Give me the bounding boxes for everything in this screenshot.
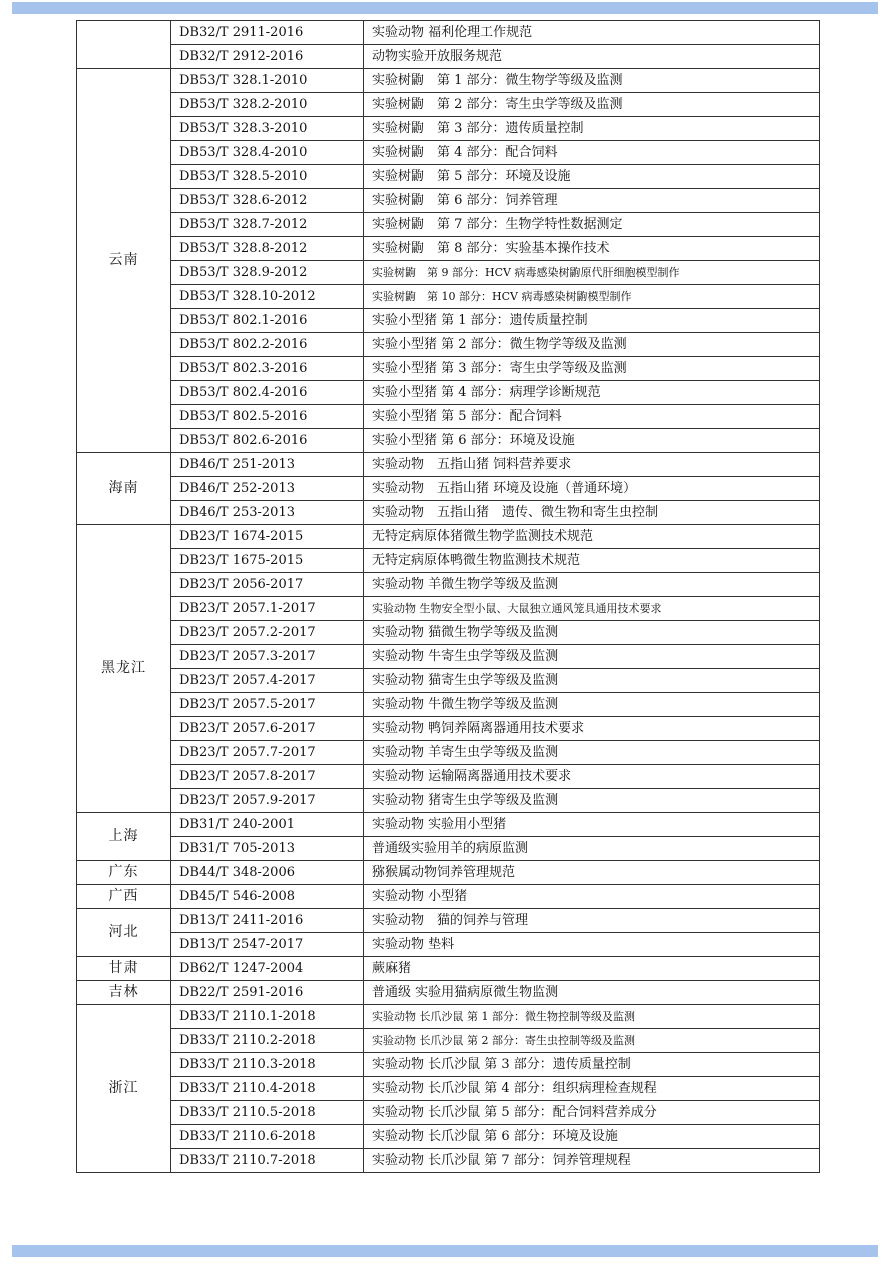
table-row [77,837,820,861]
standard-title-cell: 实验动物 长爪沙鼠 第 6 部分：环境及设施 [364,1125,820,1149]
standard-title-cell: 实验动物 猫的饲养与管理 [364,909,820,933]
table-row [77,981,820,1005]
standard-code-cell: DB32/T 2911-2016 [171,21,364,45]
standard-title-cell: 实验动物 牛微生物学等级及监测 [364,693,820,717]
table-row [77,453,820,477]
standard-title-cell: 实验动物 五指山猪 环境及设施（普通环境） [364,477,820,501]
standard-code-cell: DB33/T 2110.4-2018 [171,1077,364,1101]
province-cell: 浙江 [77,1005,171,1173]
table-row [77,1149,820,1173]
standard-title-cell: 蕨麻猪 [364,957,820,981]
province-cell: 广西 [77,885,171,909]
standard-code-cell: DB23/T 2057.8-2017 [171,765,364,789]
table-row [77,117,820,141]
standard-code-cell: DB23/T 2057.7-2017 [171,741,364,765]
table-row [77,1077,820,1101]
standard-title-cell: 实验动物 长爪沙鼠 第 4 部分：组织病理检查规程 [364,1077,820,1101]
table-row [77,813,820,837]
standard-title-cell: 实验动物 长爪沙鼠 第 7 部分：饲养管理规程 [364,1149,820,1173]
standard-title-cell: 实验动物 小型猪 [364,885,820,909]
standard-code-cell: DB53/T 328.9-2012 [171,261,364,285]
table-row [77,909,820,933]
table-row [77,45,820,69]
standard-code-cell: DB31/T 240-2001 [171,813,364,837]
standard-code-cell: DB53/T 328.5-2010 [171,165,364,189]
standard-title-cell: 实验小型猪 第 2 部分：微生物学等级及监测 [364,333,820,357]
table-row [77,381,820,405]
province-cell: 上海 [77,813,171,861]
standard-title-cell: 实验动物 鸭饲养隔离器通用技术要求 [364,717,820,741]
standard-code-cell: DB23/T 1674-2015 [171,525,364,549]
standard-title-cell: 实验树鼩 第 5 部分：环境及设施 [364,165,820,189]
header-band [12,2,878,14]
table-row [77,1053,820,1077]
standard-code-cell: DB33/T 2110.7-2018 [171,1149,364,1173]
table-row [77,477,820,501]
footer-band [12,1245,878,1257]
standard-code-cell: DB53/T 328.3-2010 [171,117,364,141]
standard-code-cell: DB53/T 328.1-2010 [171,69,364,93]
province-cell: 甘肃 [77,957,171,981]
standard-title-cell: 普通级 实验用猫病原微生物监测 [364,981,820,1005]
table-row [77,573,820,597]
table-row [77,1029,820,1053]
table-row [77,597,820,621]
table-row [77,237,820,261]
standard-code-cell: DB33/T 2110.2-2018 [171,1029,364,1053]
table-row [77,621,820,645]
table-row [77,21,820,45]
standards-table-body [77,21,820,1173]
standard-title-cell: 实验动物 猫微生物学等级及监测 [364,621,820,645]
standard-title-cell: 实验动物 长爪沙鼠 第 1 部分：微生物控制等级及监测 [364,1005,820,1029]
standard-code-cell: DB23/T 2057.6-2017 [171,717,364,741]
standard-code-cell: DB53/T 802.1-2016 [171,309,364,333]
standard-title-cell: 实验小型猪 第 6 部分：环境及设施 [364,429,820,453]
standard-title-cell: 实验树鼩 第 7 部分：生物学特性数据测定 [364,213,820,237]
table-row [77,957,820,981]
table-row [77,501,820,525]
standard-title-cell: 实验动物 垫料 [364,933,820,957]
standard-title-cell: 实验小型猪 第 5 部分：配合饲料 [364,405,820,429]
standard-code-cell: DB62/T 1247-2004 [171,957,364,981]
standard-code-cell: DB53/T 802.5-2016 [171,405,364,429]
table-row [77,765,820,789]
standard-code-cell: DB46/T 251-2013 [171,453,364,477]
standard-code-cell: DB33/T 2110.3-2018 [171,1053,364,1077]
standard-code-cell: DB33/T 2110.6-2018 [171,1125,364,1149]
standard-code-cell: DB23/T 2057.3-2017 [171,645,364,669]
standard-title-cell: 实验动物 五指山猪 遗传、微生物和寄生虫控制 [364,501,820,525]
province-cell: 海南 [77,453,171,525]
standard-code-cell: DB23/T 2057.9-2017 [171,789,364,813]
table-row [77,309,820,333]
table-row [77,1005,820,1029]
standard-code-cell: DB53/T 328.6-2012 [171,189,364,213]
standard-title-cell: 实验小型猪 第 1 部分：遗传质量控制 [364,309,820,333]
table-row [77,933,820,957]
standard-title-cell: 实验动物 实验用小型猪 [364,813,820,837]
table-row [77,429,820,453]
table-row [77,285,820,309]
standard-code-cell: DB53/T 802.6-2016 [171,429,364,453]
standard-title-cell: 普通级实验用羊的病原监测 [364,837,820,861]
table-row [77,645,820,669]
standard-code-cell: DB23/T 2057.2-2017 [171,621,364,645]
standard-title-cell: 无特定病原体鸭微生物监测技术规范 [364,549,820,573]
standard-title-cell: 实验动物 长爪沙鼠 第 3 部分：遗传质量控制 [364,1053,820,1077]
standard-title-cell: 实验动物 运输隔离器通用技术要求 [364,765,820,789]
table-row [77,189,820,213]
province-cell [77,21,171,69]
province-cell: 河北 [77,909,171,957]
standard-title-cell: 实验树鼩 第 10 部分：HCV 病毒感染树鼩模型制作 [364,285,820,309]
standard-title-cell: 实验动物 福利伦理工作规范 [364,21,820,45]
table-row [77,405,820,429]
standard-title-cell: 实验树鼩 第 2 部分：寄生虫学等级及监测 [364,93,820,117]
standard-title-cell: 实验树鼩 第 3 部分：遗传质量控制 [364,117,820,141]
table-row [77,93,820,117]
table-row [77,1101,820,1125]
standard-code-cell: DB53/T 328.8-2012 [171,237,364,261]
province-cell: 黑龙江 [77,525,171,813]
table-row [77,165,820,189]
standard-title-cell: 实验动物 猫寄生虫学等级及监测 [364,669,820,693]
table-row [77,885,820,909]
standard-title-cell: 实验动物 羊寄生虫学等级及监测 [364,741,820,765]
standard-title-cell: 猕猴属动物饲养管理规范 [364,861,820,885]
standard-code-cell: DB13/T 2547-2017 [171,933,364,957]
standard-code-cell: DB22/T 2591-2016 [171,981,364,1005]
standard-code-cell: DB53/T 328.7-2012 [171,213,364,237]
table-row [77,357,820,381]
standard-code-cell: DB53/T 328.4-2010 [171,141,364,165]
standard-title-cell: 实验动物 五指山猪 饲料营养要求 [364,453,820,477]
table-row [77,549,820,573]
standard-title-cell: 实验树鼩 第 1 部分：微生物学等级及监测 [364,69,820,93]
table-row [77,69,820,93]
standard-title-cell: 动物实验开放服务规范 [364,45,820,69]
table-row [77,525,820,549]
standard-title-cell: 实验动物 生物安全型小鼠、大鼠独立通风笼具通用技术要求 [364,597,820,621]
standard-title-cell: 实验树鼩 第 6 部分：饲养管理 [364,189,820,213]
province-cell: 吉林 [77,981,171,1005]
standards-table [76,20,820,1173]
standard-code-cell: DB46/T 253-2013 [171,501,364,525]
table-row [77,861,820,885]
standard-title-cell: 实验小型猪 第 4 部分：病理学诊断规范 [364,381,820,405]
standard-title-cell: 实验小型猪 第 3 部分：寄生虫学等级及监测 [364,357,820,381]
table-row [77,693,820,717]
standard-code-cell: DB33/T 2110.1-2018 [171,1005,364,1029]
table-row [77,213,820,237]
standard-code-cell: DB23/T 2057.5-2017 [171,693,364,717]
standard-code-cell: DB53/T 328.10-2012 [171,285,364,309]
standard-code-cell: DB53/T 328.2-2010 [171,93,364,117]
standard-title-cell: 实验动物 长爪沙鼠 第 2 部分：寄生虫控制等级及监测 [364,1029,820,1053]
table-row [77,669,820,693]
standard-title-cell: 实验动物 长爪沙鼠 第 5 部分：配合饲料营养成分 [364,1101,820,1125]
table-row [77,741,820,765]
table-row [77,789,820,813]
table-row [77,717,820,741]
standard-title-cell: 实验动物 猪寄生虫学等级及监测 [364,789,820,813]
province-cell: 广东 [77,861,171,885]
standard-code-cell: DB32/T 2912-2016 [171,45,364,69]
table-row [77,333,820,357]
standard-code-cell: DB53/T 802.3-2016 [171,357,364,381]
standard-code-cell: DB23/T 1675-2015 [171,549,364,573]
standard-title-cell: 实验动物 牛寄生虫学等级及监测 [364,645,820,669]
standard-code-cell: DB23/T 2056-2017 [171,573,364,597]
standard-code-cell: DB44/T 348-2006 [171,861,364,885]
table-row [77,141,820,165]
table-row [77,261,820,285]
standard-title-cell: 实验动物 羊微生物学等级及监测 [364,573,820,597]
standard-code-cell: DB46/T 252-2013 [171,477,364,501]
standard-code-cell: DB33/T 2110.5-2018 [171,1101,364,1125]
standard-title-cell: 无特定病原体猪微生物学监测技术规范 [364,525,820,549]
table-row [77,1125,820,1149]
standard-code-cell: DB13/T 2411-2016 [171,909,364,933]
standard-code-cell: DB53/T 802.4-2016 [171,381,364,405]
standard-code-cell: DB23/T 2057.4-2017 [171,669,364,693]
standard-title-cell: 实验树鼩 第 4 部分：配合饲料 [364,141,820,165]
standard-title-cell: 实验树鼩 第 8 部分：实验基本操作技术 [364,237,820,261]
standard-code-cell: DB45/T 546-2008 [171,885,364,909]
standard-title-cell: 实验树鼩 第 9 部分：HCV 病毒感染树鼩原代肝细胞模型制作 [364,261,820,285]
standard-code-cell: DB53/T 802.2-2016 [171,333,364,357]
standard-code-cell: DB31/T 705-2013 [171,837,364,861]
standard-code-cell: DB23/T 2057.1-2017 [171,597,364,621]
province-cell: 云南 [77,69,171,453]
